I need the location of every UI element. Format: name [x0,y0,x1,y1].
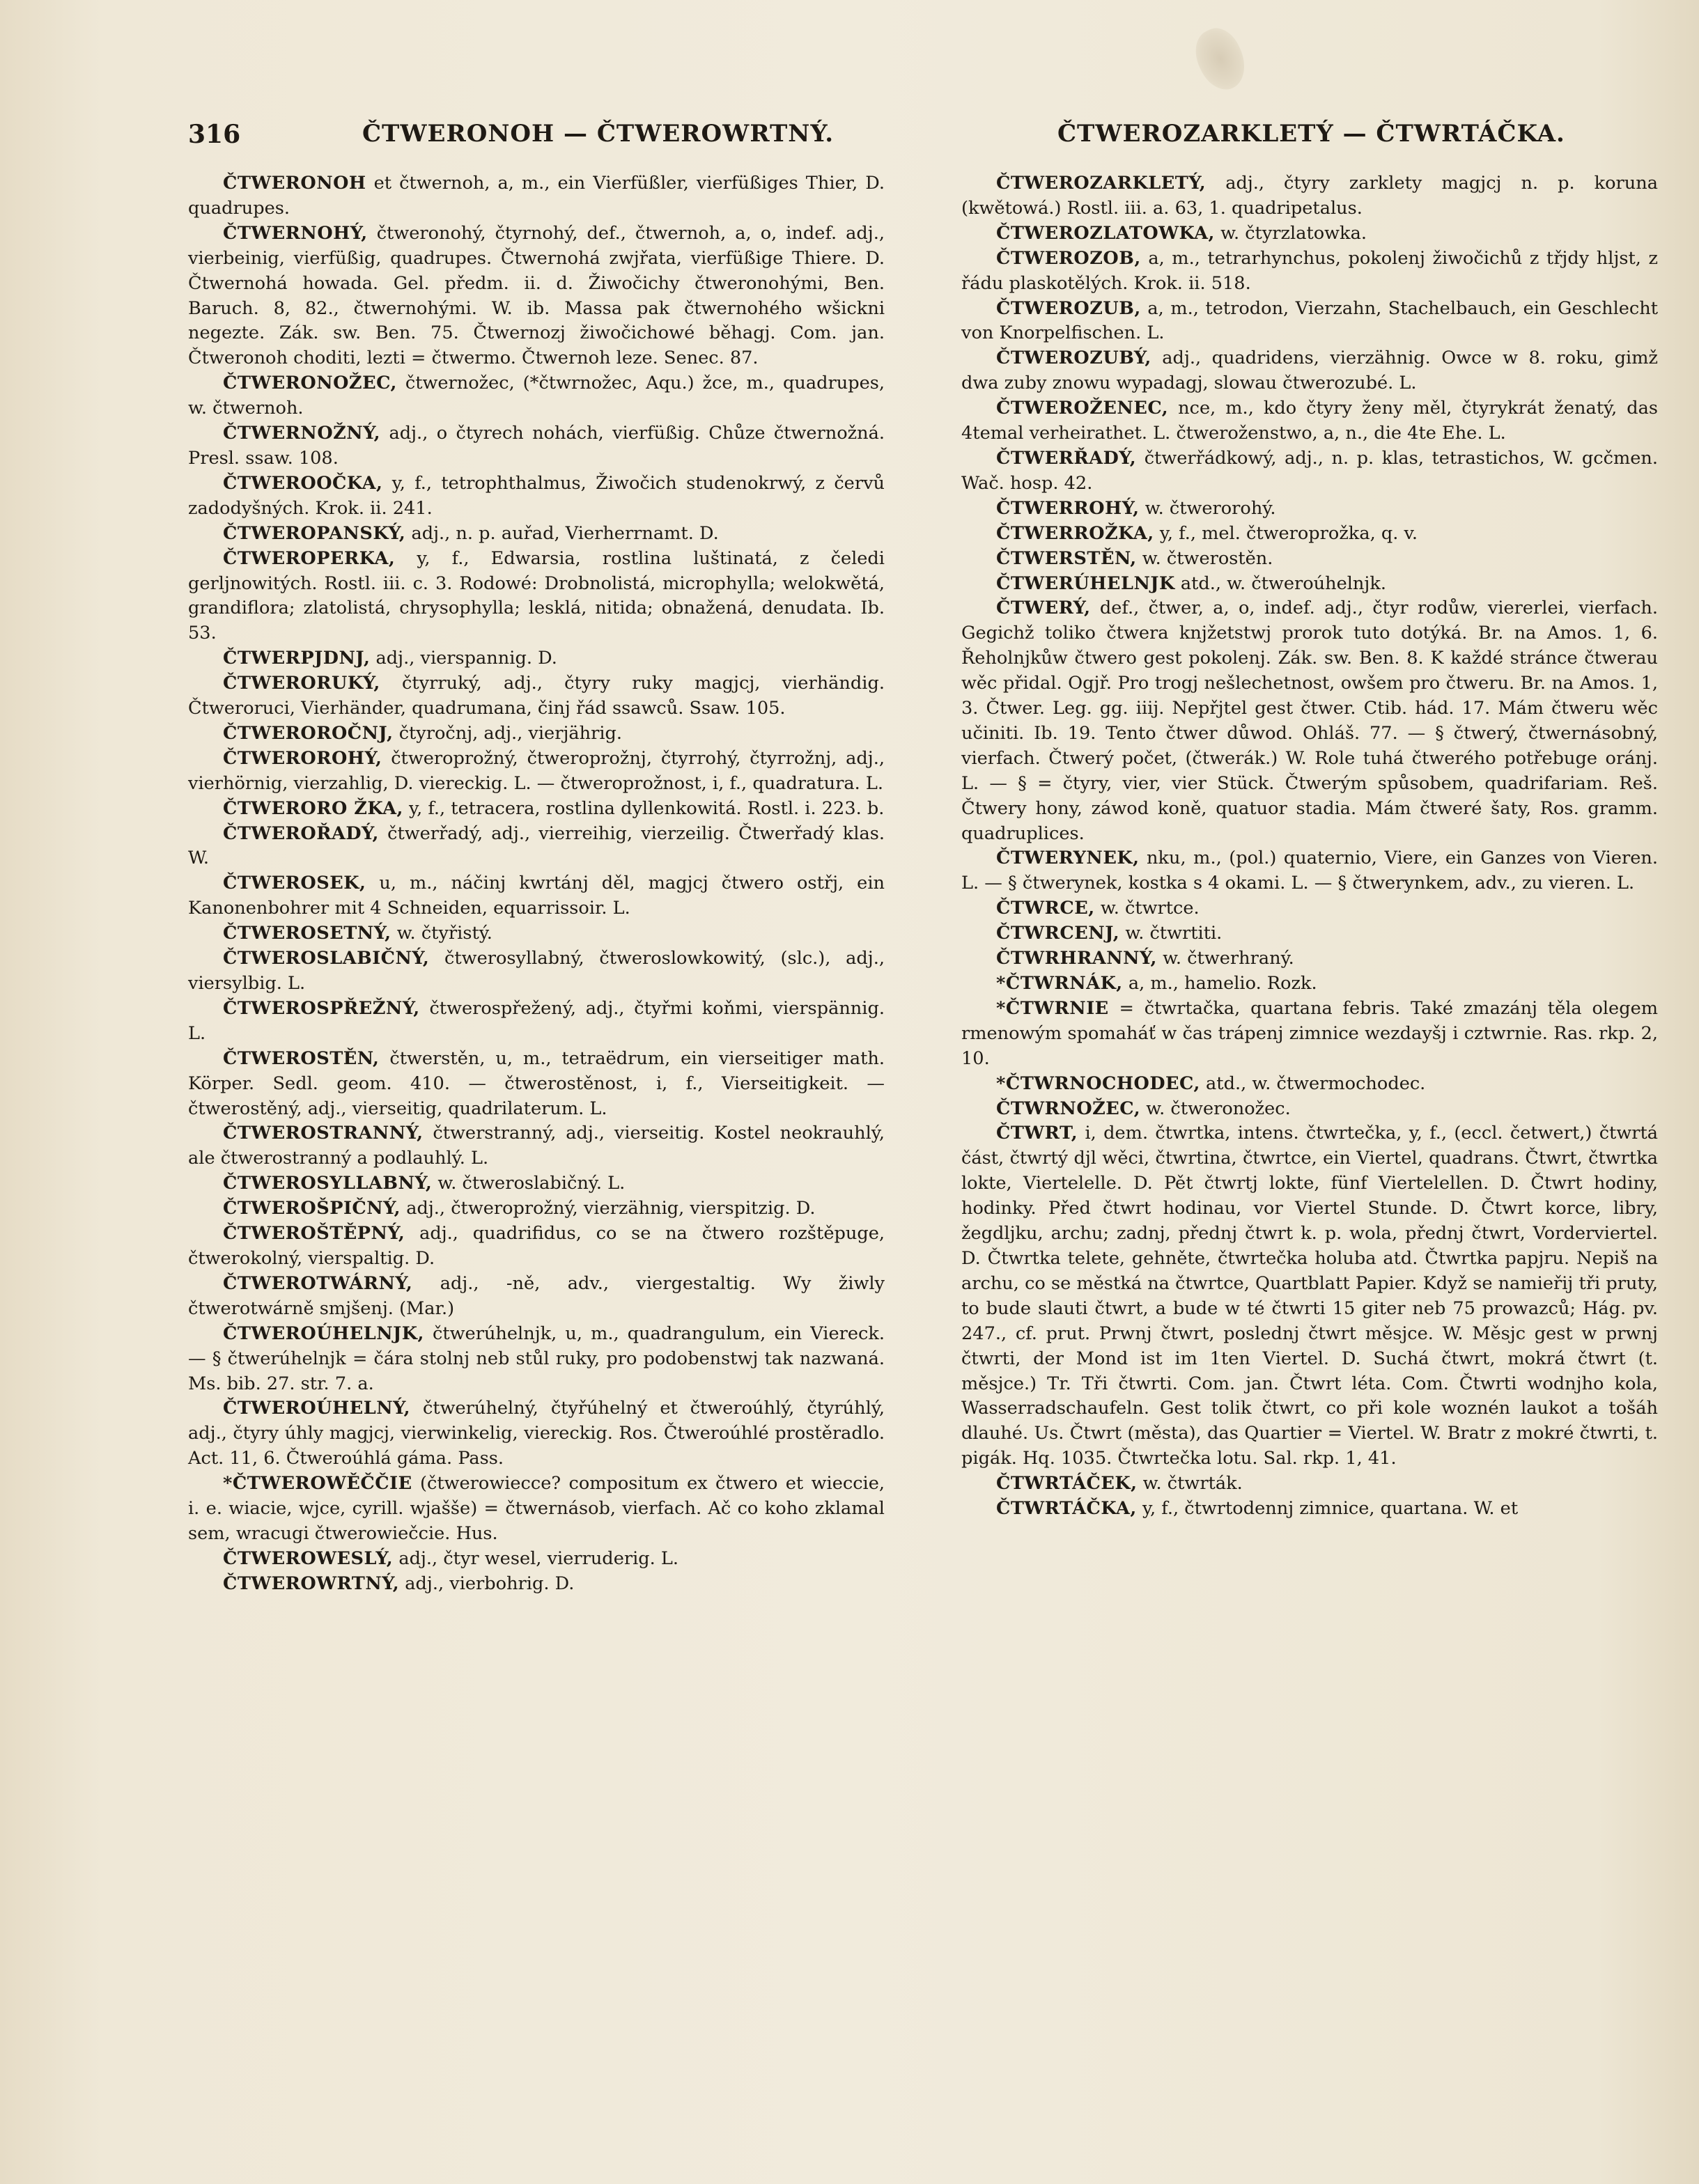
entry-headword: ČTWEROZUB, [996,297,1141,319]
dictionary-entry [961,1072,1658,1097]
entry-headword: ČTWEROZLATOWKA, [996,222,1215,244]
entry-headword: ČTWERROŽKA, [996,522,1154,544]
dictionary-entry [961,596,1658,846]
dictionary-entry [961,1472,1658,1497]
entry-headword: ČTWERPJDNJ, [223,648,371,669]
entry-headword: ČTWEROROČNJ, [223,722,394,744]
dictionary-entry [188,1196,885,1222]
entry-headword: ČTWERONOH [223,173,366,194]
entry-definition: et čtwernoh, a, m., ein Vierfüßler, vierfüßiges Thier, D. quadrupes. [188,173,885,219]
entry-headword: ČTWERORO ŽKA, [223,797,403,819]
entry-definition: čtyrruký, adj., čtyry ruky magjcj, vierhändig. Čtweroruci, Vierhänder, quadrumana, činj řád ssawců. Ssaw. 105. [188,673,885,719]
dictionary-entry [188,1121,885,1171]
entry-definition: a, m., hamelio. Rozk. [1128,973,1317,994]
dictionary-entry [188,221,885,371]
left-column [188,171,885,1597]
entry-headword: *ČTWRNÁK, [996,973,1123,994]
dictionary-entry [188,671,885,722]
entry-headword: *ČTWRNIE [996,997,1109,1019]
entry-definition: a, m., tetrodon, Vierzahn, Stachelbauch, ein Geschlecht von Knorpelfischen. L. [961,297,1659,344]
entry-headword: ČTWERÝ, [996,598,1091,619]
dictionary-entry [188,797,885,822]
page-header [188,117,1565,159]
page-number: 316 [188,120,241,149]
entry-definition: i, dem. čtwrtka, intens. čtwrtečka, y, f., (eccl. četwert,) čtwrtá část, čtwrtý djl wěci, čtwrtina, čtwrtce, ein Viertel, quadrans. Čtwrt, čtwrtka lokte, Viertelelle. D. Pět čtwrtj lokte, fünf Viertelellen. D. Čtwrt hodiny, hodinky. Před čtwrt hodinau, vor Viertel Stunde. D. Čtwrt korce, libry, žegdljku, archu; zadnj, přednj čtwrt k. p. wola, přednj čtwrt, Vorderviertel. D. Čtwrtka telete, gehněte, čtwrtečka holuba atd. Čtwrtka papjru. Nepiš na archu, co se městká na čtwrtce, Quartblatt Papier. Když se namieřij tři pruty, to bude slauti čtwrt, a bude w té čtwrti 15 giter neb 75 prowazců; Hág. pv. 247., cf. prut. Prwnj čtwrt, poslednj čtwrt měsjce. W. Měsjc gest w prwnj čtwrti, der Mond ist im 1ten Viertel. D. Suchá čtwrt, mokrá čtwrt (t. měsjce.) Tr. Tři čtwrti. Com. jan. Čtwrt léta. Com. Čtwrti wodnjho kola, Wasserradschaufeln. Gest tolik čtwrt, co při kole woznén laukot a tošáh dlauhé. Us. Čtwrt (města), das Quartier = Viertel. W. Bratr z mokré čtwrti, t. pigák. Hq. 1035. Čtwrtečka lotu. Sal. rkp. 1, 41. [961,1123,1658,1469]
entry-definition: adj., vierspannig. D. [375,648,557,669]
dictionary-entry [188,171,885,221]
dictionary-entry [188,747,885,797]
dictionary-entry [188,1171,885,1196]
dictionary-entry [961,1121,1658,1472]
entry-headword: ČTWERÚHELNJK [996,572,1175,594]
dictionary-entry [961,997,1658,1072]
entry-headword: ČTWRTÁČEK, [996,1473,1138,1495]
entry-definition: čtwerřadý, adj., vierreihig, vierzeilig. Čtwerřadý klas. W. [188,822,885,869]
dictionary-entry [188,871,885,921]
dictionary-entry [188,1396,885,1472]
dictionary-entry [961,522,1658,547]
entry-headword: ČTWRCENJ, [996,923,1120,944]
dictionary-entry [961,346,1658,396]
entry-definition: adj., quadridens, vierzähnig. Owce w 8. roku, gimž dwa zuby znowu wypadagj, slowau čtwerozubé. L. [961,348,1658,394]
dictionary-entry [961,221,1658,247]
entry-definition: adj., n. p. auřad, Vierherrnamt. D. [411,522,719,544]
dictionary-entry [961,572,1658,597]
entry-headword: ČTWEROSETNÝ, [223,923,391,944]
entry-headword: ČTWEROÚHELNÝ, [223,1398,411,1419]
entry-headword: ČTWERONOŽEC, [223,373,397,394]
entry-definition: adj., čtyr wesel, vierruderig. L. [398,1547,679,1569]
entry-definition: čtwerstranný, adj., vierseitig. Kostel neokrauhlý, ale čtwerostranný a podlauhlý. L. [188,1123,885,1169]
entry-headword: ČTWEROWRTNÝ, [223,1573,400,1594]
dictionary-entry [188,371,885,421]
dictionary-entry [188,946,885,997]
entry-headword: ČTWERSTĚN, [996,547,1137,569]
entry-definition: y, f., čtwrtodennj zimnice, quartana. W. et [1142,1498,1519,1520]
entry-definition: w. čtwerhraný. [1163,948,1294,969]
entry-definition: w. čtweronožec. [1146,1098,1291,1119]
dictionary-entry [188,421,885,471]
entry-headword: ČTWEROSLABIČNÝ, [223,948,430,969]
entry-headword: ČTWEROTWÁRNÝ, [223,1272,413,1294]
dictionary-entry [961,171,1658,221]
dictionary-entry [188,547,885,647]
entry-headword: ČTWERORUKÝ, [223,673,380,694]
entry-headword: ČTWEROSTĚN, [223,1047,380,1069]
entry-headword: ČTWRHRANNÝ, [996,948,1157,969]
dictionary-entry [188,646,885,671]
entry-headword: ČTWEROŠTĚPNÝ, [223,1223,405,1245]
dictionary-entry [961,297,1658,347]
entry-definition: adj., vierbohrig. D. [405,1573,575,1594]
entry-definition: y, f., tetrophthalmus, Žiwočich studenokrwý, z červů zadodyšných. Krok. ii. 241. [188,472,885,519]
entry-headword: ČTWEROOČKA, [223,472,383,494]
dictionary-entry [961,946,1658,972]
entry-definition: w. čtwrtce. [1100,898,1200,919]
dictionary-entry [961,846,1658,896]
entry-headword: ČTWRNOŽEC, [996,1098,1141,1119]
entry-definition: def., čtwer, a, o, indef. adj., čtyr rodůw, viererlei, vierfach. Gegichž toliko čtwera knjžetstwj prorok tuto dotýká. Br. na Amos. 1, 6. Řeholnjkůw čtwero gest pokolenj. Zák. sw. Ben. 8. K každé stránce čtwerau wěc přidal. Ogjř. Pro trogj nešlechetnost, owšem pro čtweru. Br. na Amos. 1, 3. Čtwer. Leg. gg. iiij. Nepřjtel gest čtwer. Ctib. hád. 17. Mám čtweru wěc učiniti. Ib. 19. Tento čtwer důwod. Ohláš. 77. — § čtwerý, čtwernásobný, vierfach. Čtwerý počet, (čtwerák.) W. Role tuhá čtwerého potřebuge oránj. L. — § = čtyry, vier, vier Stück. Čtwerým spůsobem, quadrifariam. Reš. Čtwery hony, záwod koně, quatuor stadia. Mám čtweré šaty, Ros. gramm. quadruplices. [961,598,1658,844]
entry-definition: atd., w. čtweroúhelnjk. [1180,572,1386,594]
dictionary-entry [188,1222,885,1272]
entry-definition: a, m., tetrarhynchus, pokolenj žiwočichů z třjdy hljst, z řádu plaskotělých. Krok. ii. 518. [961,247,1658,294]
dictionary-entry [188,1322,885,1397]
dictionary-entry [188,1547,885,1572]
dictionary-entry [961,921,1658,946]
entry-definition: nce, m., kdo čtyry ženy měl, čtyrykrát ženatý, das 4temal verheirathet. L. čtwerоženstwo, a, n., die 4te Ehe. L. [961,398,1658,444]
entry-definition: čtwerúhelný, čtyřúhelný et čtweroúhlý, čtyrúhlý, adj., čtyry úhly magjcj, vierwinkelig, viereckig. Ros. Čtweroúhlé prostěradlo. Act. 11, 6. Čtweroúhlá gáma. Pass. [188,1398,885,1469]
dictionary-entry [961,247,1658,297]
entry-headword: ČTWEROZARKLETÝ, [996,173,1207,194]
entry-definition: y, f., Edwarsia, rostlina luštinatá, z čeledi gerljnowitých. Rostl. iii. c. 3. Rodowé: Drobnolistá, microphylla; welokwětá, grandiflora; zlatolistá, chrysophylla; lesklá, nitida; obnažená, denudata. Ib. 53. [188,547,885,644]
dictionary-entry [961,446,1658,497]
dictionary-entry [188,1272,885,1322]
entry-definition: w. čtweroslabičný. L. [437,1173,626,1194]
entry-definition: w. čtyrzlatowka. [1220,222,1367,244]
entry-headword: ČTWERŘADÝ, [996,447,1137,469]
entry-headword: ČTWEROPERKA, [223,547,396,569]
entry-definition: čtwerřádkowý, adj., n. p. klas, tetrastichos, W. gcčmen. Wač. hosp. 42. [961,447,1658,494]
dictionary-entry [188,522,885,547]
entry-definition: čtwerúhelnjk, u, m., quadrangulum, ein Viereck. — § čtwerúhelnjk = čára stolnj neb stůl ruky, pro podobenstwj tak nazwaná. Ms. bib. 27. str. 7. a. [188,1323,885,1394]
dictionary-entry [961,1097,1658,1122]
entry-headword: ČTWEROÚHELNJK, [223,1323,424,1344]
entry-definition: adj., čtyry zarklety magjcj n. p. koruna (kwětowá.) Rostl. iii. a. 63, 1. quadripetalus. [961,173,1658,219]
dictionary-entry [961,1497,1658,1522]
entry-headword: ČTWEROZUBÝ, [996,348,1151,369]
entry-definition: w. čtyřistý. [396,923,492,944]
entry-headword: ČTWEROŘADÝ, [223,822,379,844]
entry-definition: w. čtwrtiti. [1125,923,1223,944]
entry-definition: čtyročnj, adj., vierjährig. [398,722,623,744]
entry-definition: w. čtwerorohý. [1145,497,1276,519]
entry-definition: y, f., mel. čtweroprožka, q. v. [1159,522,1418,544]
entry-definition: y, f., tetracera, rostlina dyllenkowitá. Rostl. i. 223. b. [409,797,885,819]
entry-headword: ČTWERROHÝ, [996,497,1140,519]
dictionary-entry [188,997,885,1047]
entry-headword: ČTWERNOHÝ, [223,222,368,244]
entry-definition: čtwerospřežený, adj., čtyřmi koňmi, vierspännig. L. [188,997,885,1044]
entry-headword: *ČTWRNOCHODEC, [996,1072,1200,1094]
entry-definition: (čtwerowiecce? compositum ex čtwero et wieccie, i. e. wiacie, wjce, cyrill. wjašše) = čtwernásob, vierfach. Ač co koho zklamal sem, wracugi čtwerowiečcie. Hus. [188,1473,885,1544]
entry-definition: čtweronohý, čtyrnohý, def., čtwernoh, a, o, indef. adj., vierbeinig, vierfüßig, quadrupes. Čtwernohá zwjřata, vierfüßige Thiere. D. Čtwernohá howada. Gel. předm. ii. d. Žiwočichy čtweronohými, Ben. Baruch. 8, 82., čtwernohými. W. ib. Massa pak čtwernohého wšickni negezte. Zák. sw. Ben. 75. Čtwernozj žiwočichowé běhagj. Com. jan. Čtweronoh choditi, lezti = čtwermo. Čtwernoh leze. Senec. 87. [188,222,885,369]
entry-definition: adj., -ně, adv., viergestaltig. Wy žiwly čtwerotwárně smjšenj. (Mar.) [188,1272,885,1319]
entry-headword: ČTWEROROHÝ, [223,747,382,769]
dictionary-entry [188,1572,885,1597]
entry-definition: čtwerstěn, u, m., tetraëdrum, ein vierseitiger math. Körper. Sedl. geom. 410. — čtwerostěnost, i, f., Vierseitigkeit. — čtwerostěný, adj., vierseitig, quadrilaterum. L. [188,1047,885,1119]
right-running-head: ČTWEROZARKLETÝ — ČTWRTÁČKA. [1057,120,1565,148]
dictionary-entry [961,972,1658,997]
entry-definition: = čtwrtačka, quartana febris. Také zmazánj těla olegem rmenowým spomaháť w čas trápenj zimnice wezdayšj i cztwrnie. Ras. rkp. 2, 10. [961,997,1658,1069]
dictionary-entry [188,722,885,747]
dictionary-entry [961,497,1658,522]
dictionary-entry [188,1472,885,1547]
entry-headword: ČTWEROPANSKÝ, [223,522,406,544]
entry-definition: adj., o čtyrech nohách, vierfüßig. Chůze čtwernožná. Presl. ssaw. 108. [188,423,885,469]
left-running-head: ČTWERONOH — ČTWEROWRTNÝ. [362,120,835,148]
entry-definition: adj., quadrifidus, co se na čtwero rozštěpuge, čtwerokolný, vierspaltig. D. [188,1223,885,1269]
dictionary-entry [961,547,1658,572]
entry-headword: ČTWERYNEK, [996,848,1140,869]
entry-headword: ČTWERNOŽNÝ, [223,423,381,444]
entry-headword: ČTWEROŠPIČNÝ, [223,1198,401,1219]
entry-definition: w. čtwrták. [1142,1473,1243,1495]
entry-headword: ČTWEROSTRANNÝ, [223,1123,424,1144]
entry-headword: ČTWEROSEK, [223,873,366,894]
entry-headword: ČTWRTÁČKA, [996,1498,1137,1520]
entry-definition: w. čtwerostěn. [1142,547,1273,569]
right-column [961,171,1658,1522]
entry-headword: ČTWEROWESLÝ, [223,1547,394,1569]
dictionary-entry [961,396,1658,446]
entry-headword: ČTWEROZOB, [996,247,1141,269]
entry-definition: atd., w. čtwermochodec. [1206,1072,1426,1094]
entry-definition: nku, m., (pol.) quaternio, Viere, ein Ganzes von Vieren. L. — § čtwerynek, kostka s 4 okami. L. — § čtwerynkem, adv., zu vieren. L. [961,848,1658,894]
paper-stain [1187,22,1254,98]
entry-headword: ČTWRT, [996,1123,1078,1144]
entry-headword: *ČTWEROWĚČČIE [223,1473,412,1495]
dictionary-entry [188,471,885,522]
entry-definition: adj., čtweroprožný, vierzähnig, vierspitzig. D. [406,1198,816,1219]
entry-definition: čtweroprožný, čtweroprožnj, čtyrrohý, čtyrrožnj, adj., vierhörnig, vierzahlig, D. viereckig. L. — čtweroprožnost, i, f., quadratura. L. [188,747,885,794]
dictionary-entry [188,921,885,946]
entry-headword: ČTWRCE, [996,898,1095,919]
entry-definition: čtwernožec, (*čtwrnožec, Aqu.) žce, m., quadrupes, w. čtwernoh. [188,373,885,419]
entry-headword: ČTWEROSYLLABNÝ, [223,1173,433,1194]
entry-definition: u, m., náčinj kwrtánj děl, magjcj čtwero ostřj, ein Kanonenbohrer mit 4 Schneiden, equarrissoir. L. [188,873,885,919]
entry-definition: čtwerosyllabný, čtweroslowkowitý, (slc.), adj., viersylbig. L. [188,948,885,994]
dictionary-entry [188,822,885,872]
entry-headword: ČTWEROŽENEC, [996,398,1169,419]
entry-headword: ČTWEROSPŘEŽNÝ, [223,997,420,1019]
dictionary-entry [188,1047,885,1122]
dictionary-entry [961,896,1658,921]
